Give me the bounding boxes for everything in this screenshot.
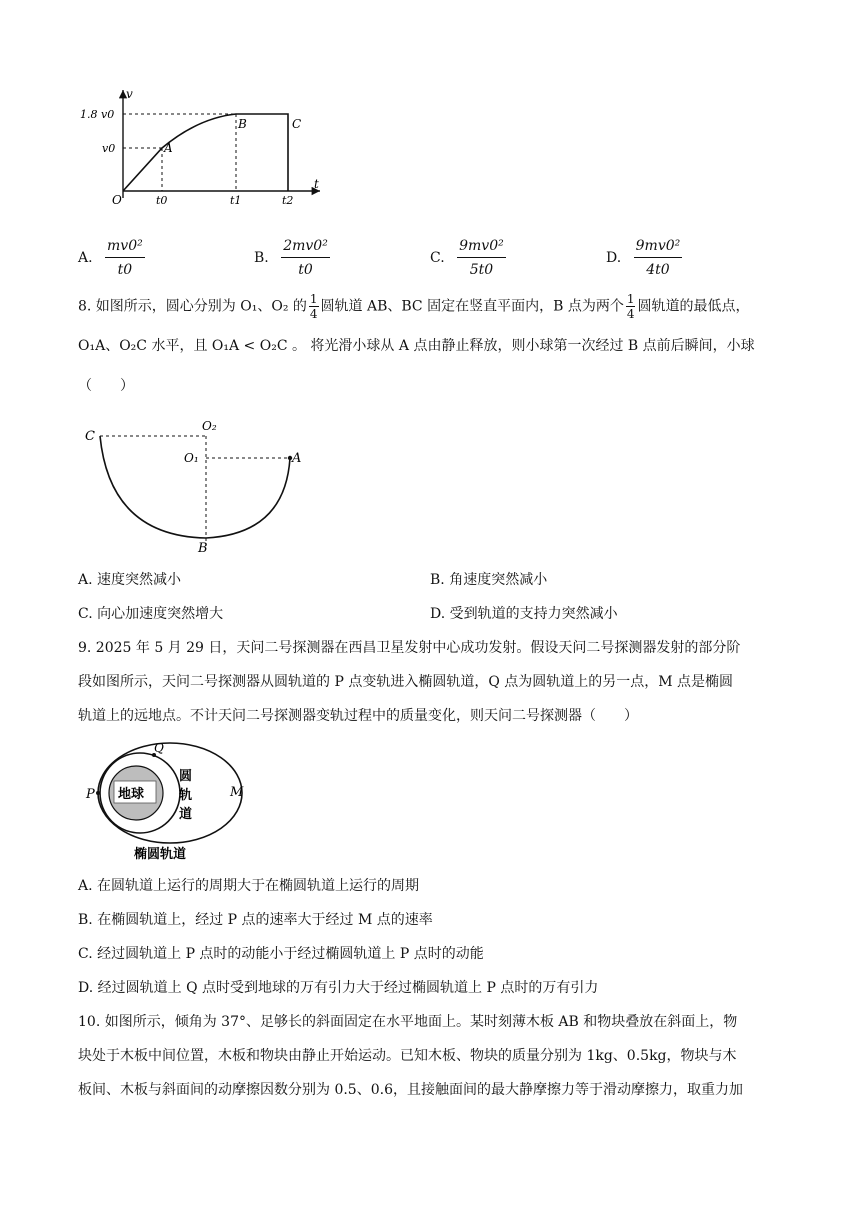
- q10-stem-line-3: 板间、木板与斜面间的动摩擦因数分别为 0.5、0.6，且接触面间的最大静摩擦力等于滑动摩擦力，取重力加: [78, 1082, 743, 1098]
- label-m: M: [230, 785, 244, 800]
- tick-t0: t0: [156, 194, 168, 207]
- track-ab: [206, 458, 290, 538]
- q7-option-a[interactable]: A. $\frac{\text{mv0²}}{t0}$: [78, 238, 143, 278]
- tick-t1: t1: [230, 194, 242, 207]
- q8-track-figure: [80, 416, 310, 556]
- q9-stem-line-2: 段如图所示，天问二号探测器从圆轨道的 P 点变轨进入椭圆轨道，Q 点为圆轨道上的另一点，M 点是椭圆: [78, 674, 734, 690]
- q9-option-a[interactable]: A. 在圆轨道上运行的周期大于在椭圆轨道上运行的周期: [78, 878, 420, 894]
- label-c: C: [85, 429, 95, 444]
- q8-option-a[interactable]: A. 速度突然减小: [78, 572, 182, 588]
- circle-orbit-label-3: 道: [179, 807, 193, 822]
- label-a: A: [292, 451, 302, 466]
- ellipse-orbit-label: 椭圆轨道: [134, 847, 187, 862]
- q7-option-b[interactable]: B. $\frac{\text{2mv0²}}{t0}$: [254, 238, 328, 278]
- velocity-curve: [123, 114, 288, 191]
- q8-stem-line-1: 8. 如图所示，圆心分别为 O₁、O₂ 的 $\frac{1}{4}$ 圆轨道 AB、BC 固定在竖直平面内，B 点为两个 $\frac{1}{4}$ 圆轨道的最低点，: [78, 292, 750, 321]
- origin-label: O: [112, 193, 122, 207]
- q8-stem-line-3: （ ）: [78, 378, 134, 394]
- label-b: B: [198, 541, 208, 556]
- label-o1: O₁: [184, 451, 199, 465]
- q8-option-c[interactable]: C. 向心加速度突然增大: [78, 606, 224, 622]
- q9-stem-line-3: 轨道上的远地点。不计天问二号探测器变轨过程中的质量变化，则天问二号探测器（ ）: [78, 708, 638, 724]
- earth-label: 地球: [118, 787, 145, 802]
- q9-stem-line-1: 9. 2025 年 5 月 29 日，天问二号探测器在西昌卫星发射中心成功发射。假设天问二号探测器发射的部分阶: [78, 640, 741, 656]
- t-axis-label: t: [314, 177, 319, 191]
- point-a-label: A: [164, 141, 173, 155]
- circle-orbit-label-2: 轨: [179, 788, 193, 803]
- q8-option-b[interactable]: B. 角速度突然减小: [430, 572, 548, 588]
- q10-stem-line-2: 块处于木板中间位置，木板和物块由静止开始运动。已知木板、物块的质量分别为 1kg、0.5kg，物块与木: [78, 1048, 737, 1064]
- q8-option-d[interactable]: D. 受到轨道的支持力突然减小: [430, 606, 618, 622]
- q9-option-c[interactable]: C. 经过圆轨道上 P 点时的动能小于经过椭圆轨道上 P 点时的动能: [78, 946, 484, 962]
- point-b-label: B: [238, 117, 247, 131]
- tick-t2: t2: [282, 194, 294, 207]
- vt-graph-figure: [78, 86, 338, 210]
- point-c-label: C: [292, 117, 302, 131]
- q8-stem-line-2: O₁A、O₂C 水平，且 O₁A < O₂C 。 将光滑小球从 A 点由静止释放，则小球第一次经过 B 点前后瞬间，小球: [78, 338, 755, 354]
- q9-orbit-figure: [84, 738, 254, 864]
- circle-orbit-label-1: 圆: [179, 769, 193, 784]
- q9-option-d[interactable]: D. 经过圆轨道上 Q 点时受到地球的万有引力大于经过椭圆轨道上 P 点时的万有引力: [78, 980, 599, 996]
- tick-1-8v0: 1.8 v0: [80, 108, 115, 121]
- q10-stem-line-1: 10. 如图所示，倾角为 37°、足够长的斜面固定在水平地面上。某时刻薄木板 AB 和物块叠放在斜面上，物: [78, 1014, 738, 1030]
- v-axis-label: v: [126, 87, 133, 101]
- label-p: P: [86, 787, 95, 802]
- tick-v0: v0: [102, 142, 116, 155]
- q9-option-b[interactable]: B. 在椭圆轨道上，经过 P 点的速率大于经过 M 点的速率: [78, 912, 433, 928]
- q7-option-c[interactable]: C. $\frac{\text{9mv0²}}{5t0}$: [430, 238, 504, 278]
- q7-option-d[interactable]: D. $\frac{\text{9mv0²}}{4t0}$: [606, 238, 681, 278]
- label-q: Q: [154, 741, 164, 755]
- label-o2: O₂: [202, 419, 217, 433]
